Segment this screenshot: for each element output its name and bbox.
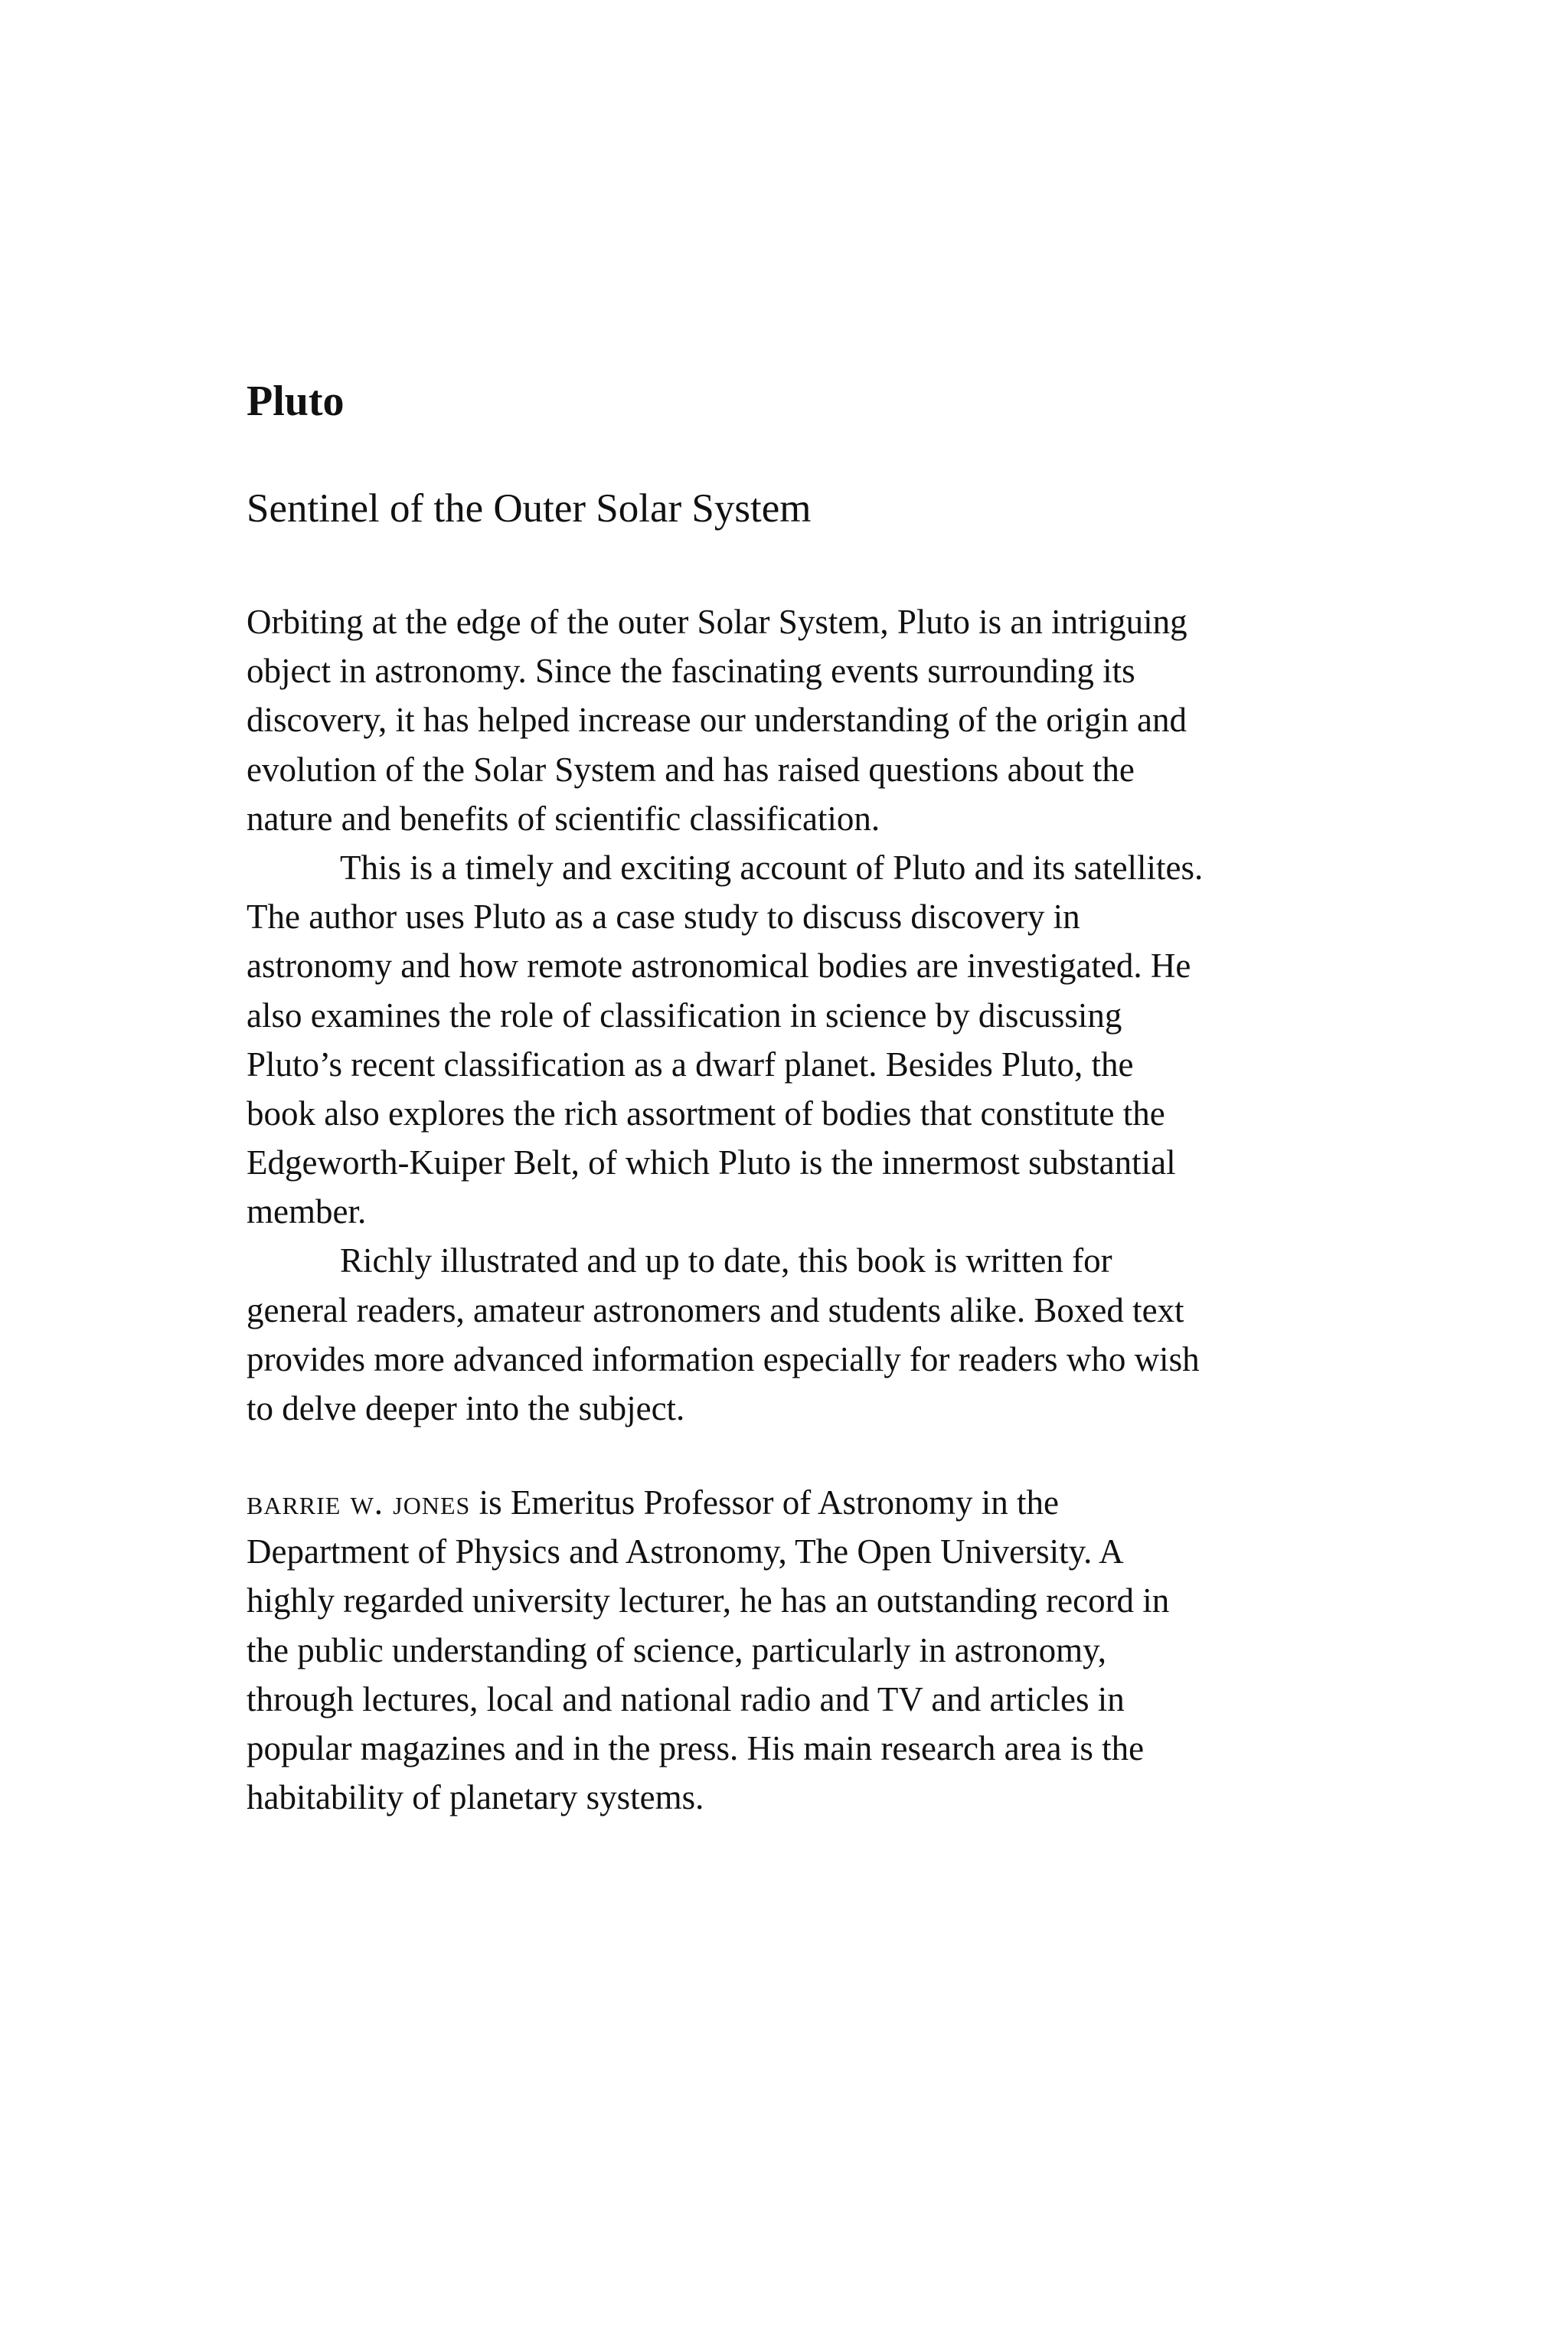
- bio-line: highly regarded university lecturer, he has an outstanding record in: [247, 1581, 1170, 1620]
- description-line: provides more advanced information especially for readers who wish: [247, 1339, 1200, 1378]
- author-name: barrie w. jones: [247, 1483, 471, 1522]
- bio-first-line-text: is Emeritus Professor of Astronomy in the: [470, 1483, 1060, 1522]
- description-line: object in astronomy. Since the fascinating events surrounding its: [247, 652, 1135, 691]
- bio-line: [247, 1478, 1372, 1527]
- description-line: also examines the role of classification in science by discussing: [247, 996, 1122, 1035]
- bio-line: popular magazines and in the press. His main research area is the: [247, 1728, 1145, 1767]
- book-description: [247, 597, 1372, 1433]
- description-line: Orbiting at the edge of the outer Solar System, Pluto is an intriguing: [247, 603, 1187, 641]
- description-line: astronomy and how remote astronomical bodies are investigated. He: [247, 947, 1191, 986]
- bio-line: through lectures, local and national radio and TV and articles in: [247, 1679, 1125, 1718]
- description-line: The author uses Pluto as a case study to discuss discovery in: [247, 898, 1080, 937]
- description-line: Edgeworth-Kuiper Belt, of which Pluto is the innermost substantial: [247, 1143, 1176, 1182]
- book-subtitle: Sentinel of the Outer Solar System: [247, 486, 812, 531]
- description-line: discovery, it has helped increase our understanding of the origin and: [247, 701, 1187, 740]
- description-line: general readers, amateur astronomers and students alike. Boxed text: [247, 1290, 1184, 1329]
- bio-line: Department of Physics and Astronomy, The Open University. A: [247, 1532, 1124, 1571]
- description-line: evolution of the Solar System and has raised questions about the: [247, 750, 1135, 789]
- description-line: member.: [247, 1192, 367, 1231]
- bio-line: the public understanding of science, particularly in astronomy,: [247, 1630, 1107, 1669]
- author-bio: [247, 1478, 1372, 1822]
- description-line: book also explores the rich assortment of bodies that constitute the: [247, 1094, 1165, 1133]
- book-title: Pluto: [247, 378, 345, 425]
- bio-line: habitability of planetary systems.: [247, 1778, 704, 1817]
- description-line: Richly illustrated and up to date, this book is written for: [340, 1241, 1112, 1280]
- description-line: to delve deeper into the subject.: [247, 1389, 685, 1427]
- description-line: nature and benefits of scientific classification.: [247, 799, 880, 838]
- description-line: This is a timely and exciting account of Pluto and its satellites.: [340, 848, 1204, 887]
- description-line: Pluto’s recent classification as a dwarf planet. Besides Pluto, the: [247, 1045, 1134, 1084]
